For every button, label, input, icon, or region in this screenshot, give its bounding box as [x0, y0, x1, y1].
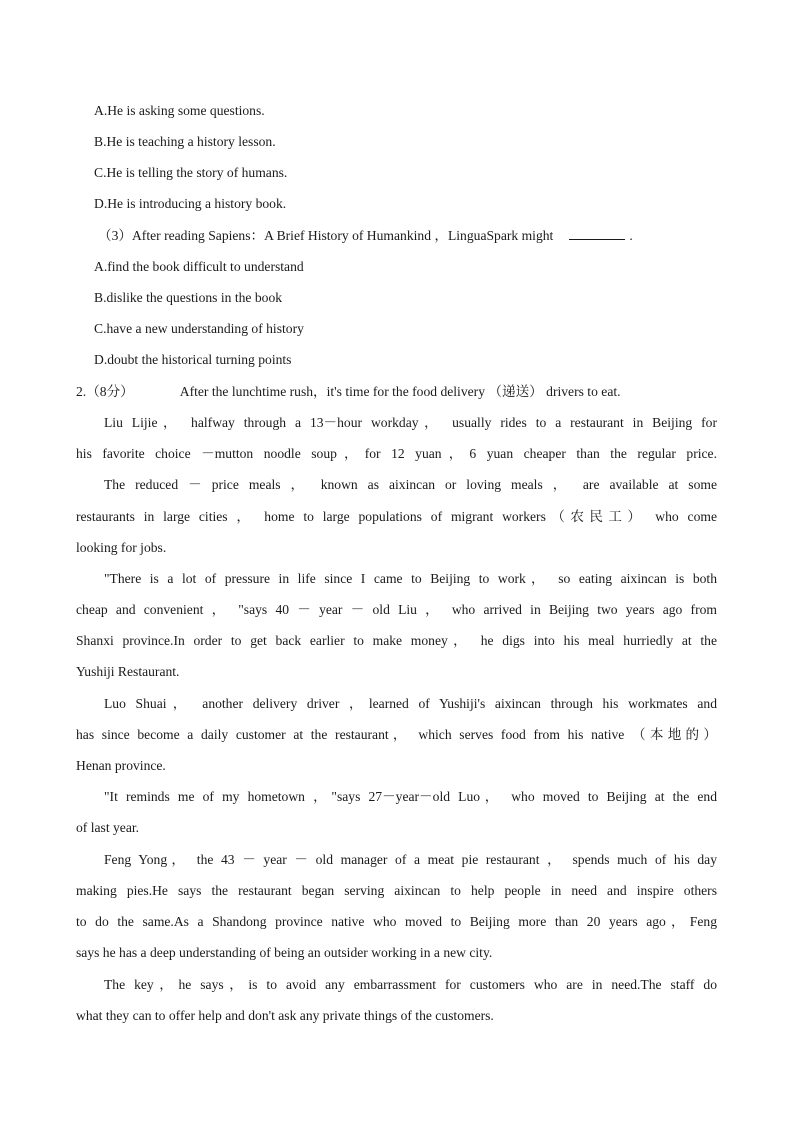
paragraph-4-line-2: has since become a daily customer at the restaurant， which serves food from his native （本地的） — [76, 727, 717, 742]
paragraph-3-line-4: Yushiji Restaurant. — [76, 664, 180, 679]
paragraph-1-line-1: Liu Lijie， halfway through a 13－hour workday， usually rides to a restaurant in Beijing for — [104, 415, 717, 430]
passage-intro: After the lunchtime rush，it's time for the food delivery （递送） drivers to eat. — [179, 384, 621, 399]
paragraph-3-line-2: cheap and convenient ， "says 40 － year － old Liu ， who arrived in Beijing two years ago from — [76, 602, 717, 617]
question-number: 2.（8分） — [76, 384, 134, 399]
question-3-text: （3）After reading Sapiens：A Brief History of Humankind ，LinguaSpark might — [98, 228, 554, 243]
paragraph-2-line-3: looking for jobs. — [76, 540, 167, 555]
option-d: D.He is introducing a history book. — [94, 196, 287, 211]
q3-option-b: B.dislike the questions in the book — [94, 290, 283, 305]
paragraph-5-line-1: "It reminds me of my hometown ，"says 27－year－old Luo， who moved to Beijing at the end — [104, 789, 717, 804]
paragraph-4-line-1: Luo Shuai， another delivery driver ，learned of Yushiji's aixincan through his workmates and — [104, 696, 717, 711]
paragraph-1-line-2: his favorite choice －mutton noodle soup，for 12 yuan，6 yuan cheaper than the regular price. — [76, 446, 717, 461]
option-c: C.He is telling the story of humans. — [94, 165, 288, 180]
answer-blank — [569, 227, 625, 240]
question-3-stem — [98, 227, 633, 245]
paragraph-4-line-3: Henan province. — [76, 758, 166, 773]
q3-option-c: C.have a new understanding of history — [94, 321, 304, 336]
paragraph-6-line-4: says he has a deep understanding of being an outsider working in a new city. — [76, 945, 493, 960]
q3-option-a: A.find the book difficult to understand — [94, 259, 304, 274]
paragraph-6-line-1: Feng Yong， the 43 － year － old manager of a meat pie restaurant ， spends much of his day — [104, 852, 717, 867]
paragraph-6-line-3: to do the same.As a Shandong province native who moved to Beijing more than 20 years ago，Feng — [76, 914, 717, 929]
option-b: B.He is teaching a history lesson. — [94, 134, 276, 149]
paragraph-2-line-2: restaurants in large cities ， home to large populations of migrant workers（农民工） who come — [76, 509, 717, 524]
question-3-end: . — [629, 228, 633, 243]
paragraph-3-line-3: Shanxi province.In order to get back earlier to make money， he digs into his meal hurriedly at the — [76, 633, 717, 648]
option-a: A.He is asking some questions. — [94, 103, 265, 118]
paragraph-5-line-2: of last year. — [76, 820, 140, 835]
q3-option-d: D.doubt the historical turning points — [94, 352, 292, 367]
question-2-header — [76, 383, 621, 401]
paragraph-3-line-1: "There is a lot of pressure in life since I came to Beijing to work， so eating aixincan is both — [104, 571, 717, 586]
paragraph-2-line-1: The reduced － price meals ， known as aixincan or loving meals ， are available at some — [104, 477, 717, 492]
paragraph-6-line-2: making pies.He says the restaurant began serving aixincan to help people in need and inspire others — [76, 883, 717, 898]
paragraph-7-line-2: what they can to offer help and don't ask any private things of the customers. — [76, 1008, 494, 1023]
paragraph-7-line-1: The key，he says，is to avoid any embarrassment for customers who are in need.The staff do — [104, 977, 717, 992]
